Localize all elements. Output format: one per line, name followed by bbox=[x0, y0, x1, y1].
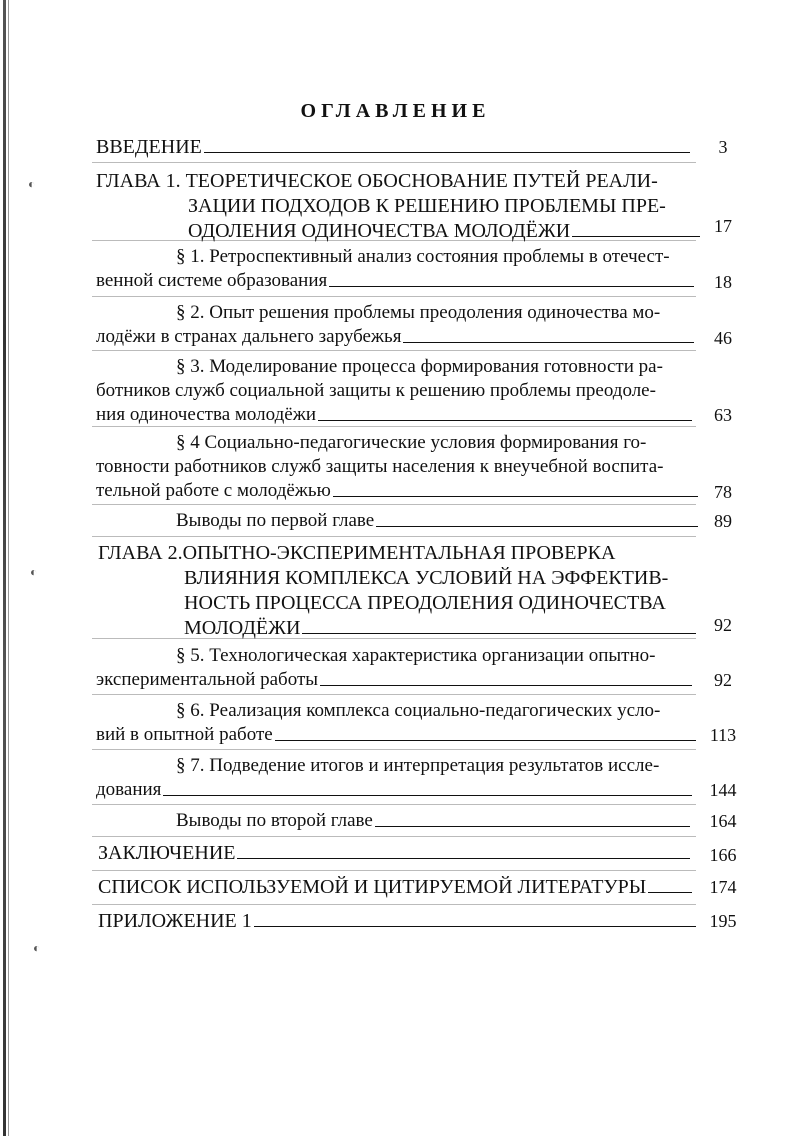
toc-entry-line bbox=[96, 669, 692, 691]
leader-line bbox=[376, 525, 698, 527]
toc-entry-text: ПРИЛОЖЕНИЕ 1 bbox=[98, 910, 252, 932]
leader-line bbox=[333, 495, 698, 497]
row-divider bbox=[92, 836, 696, 838]
toc-entry-line bbox=[176, 755, 659, 777]
toc-entry-text: § 6. Реализация комплекса социально-педагогических усло- bbox=[176, 700, 661, 721]
row-divider bbox=[92, 296, 696, 298]
toc-page-number: 92 bbox=[714, 615, 732, 635]
toc-entry-text: СПИСОК ИСПОЛЬЗУЕМОЙ И ЦИТИРУЕМОЙ ЛИТЕРАТУРЫ bbox=[98, 876, 647, 898]
toc-entry-text: § 7. Подведение итогов и интерпретация результатов иссле- bbox=[176, 755, 660, 776]
toc-entry-text: МОЛОДЁЖИ bbox=[184, 617, 301, 639]
toc-entry-line bbox=[176, 810, 690, 832]
toc-entry-line bbox=[96, 270, 694, 292]
toc-entry-line bbox=[98, 876, 692, 898]
leader-line bbox=[254, 925, 696, 927]
toc-entry-text: ВЛИЯНИЯ КОМПЛЕКСА УСЛОВИЙ НА ЭФФЕКТИВ- bbox=[184, 567, 669, 589]
toc-entry-line bbox=[188, 195, 666, 217]
toc-entry-line bbox=[96, 456, 663, 478]
leader-line bbox=[163, 794, 692, 796]
toc-entry-text: ЗАКЛЮЧЕНИЕ bbox=[98, 842, 236, 864]
toc-page-number: 78 bbox=[714, 482, 732, 502]
toc-entry-text: венной системе образования bbox=[96, 270, 328, 291]
toc-entry-line bbox=[176, 302, 660, 324]
toc-entry-line bbox=[98, 910, 696, 932]
scan-speck: ◐ bbox=[28, 177, 36, 191]
toc-heading: ОГЛАВЛЕНИЕ bbox=[300, 100, 491, 122]
toc-entry-line bbox=[184, 567, 668, 589]
toc-entry-text: ГЛАВА 1. ТЕОРЕТИЧЕСКОЕ ОБОСНОВАНИЕ ПУТЕЙ РЕАЛИ- bbox=[96, 170, 658, 192]
row-divider bbox=[92, 749, 696, 751]
toc-entry-text: ЗАЦИИ ПОДХОДОВ К РЕШЕНИЮ ПРОБЛЕМЫ ПРЕ- bbox=[188, 195, 666, 217]
toc-entry-text: Выводы по первой главе bbox=[176, 510, 375, 531]
toc-entry-text: ОДОЛЕНИЯ ОДИНОЧЕСТВА МОЛОДЁЖИ bbox=[188, 220, 571, 242]
toc-entry-text: товности работников служб защиты населения к внеучебной воспита- bbox=[96, 456, 664, 477]
leader-line bbox=[275, 739, 696, 741]
row-divider bbox=[92, 904, 696, 906]
toc-entry-line bbox=[98, 542, 615, 564]
toc-entry-line bbox=[176, 246, 670, 268]
toc-page-number: 18 bbox=[714, 272, 732, 292]
toc-entry-text: дования bbox=[96, 779, 162, 800]
row-divider bbox=[92, 162, 696, 164]
toc-entry-text: ВВЕДЕНИЕ bbox=[96, 136, 202, 158]
toc-entry-text: лодёжи в странах дальнего зарубежья bbox=[96, 326, 402, 347]
toc-entry-line bbox=[184, 617, 696, 639]
toc-entry-line bbox=[96, 170, 658, 192]
leader-line bbox=[204, 151, 690, 153]
toc-entry-text: § 2. Опыт решения проблемы преодоления одиночества мо- bbox=[176, 302, 661, 323]
scan-speck: ◐ bbox=[30, 565, 38, 579]
row-divider bbox=[92, 694, 696, 696]
toc-entry-line bbox=[96, 724, 696, 746]
toc-page-number: 89 bbox=[714, 511, 732, 531]
toc-page-number: 195 bbox=[709, 911, 737, 931]
toc-entry-line bbox=[96, 404, 692, 426]
toc-entry-line bbox=[98, 842, 690, 864]
toc-entry-line bbox=[176, 510, 698, 532]
toc-page-number: 92 bbox=[714, 670, 732, 690]
leader-line bbox=[237, 857, 690, 859]
toc-entry-text: ботников служб социальной защиты к решению проблемы преодоле- bbox=[96, 380, 656, 401]
toc-entry-line bbox=[96, 779, 692, 801]
leader-line bbox=[318, 419, 692, 421]
toc-entry-line bbox=[184, 592, 666, 614]
toc-entry-text: § 1. Ретроспективный анализ состояния проблемы в отечест- bbox=[176, 246, 670, 267]
toc-entry-text: § 5. Технологическая характеристика организации опытно- bbox=[176, 645, 656, 666]
toc-entry-text: ГЛАВА 2.ОПЫТНО-ЭКСПЕРИМЕНТАЛЬНАЯ ПРОВЕРКА bbox=[98, 542, 616, 564]
row-divider bbox=[92, 536, 696, 538]
toc-entry-text: тельной работе с молодёжью bbox=[96, 480, 331, 501]
toc-page-number: 164 bbox=[709, 811, 737, 831]
toc-entry-line bbox=[188, 220, 700, 242]
toc-entry-text: § 3. Моделирование процесса формирования готовности ра- bbox=[176, 356, 663, 377]
row-divider bbox=[92, 426, 696, 428]
toc-entry-text: НОСТЬ ПРОЦЕССА ПРЕОДОЛЕНИЯ ОДИНОЧЕСТВА bbox=[184, 592, 666, 614]
toc-page-number: 17 bbox=[714, 216, 732, 236]
toc-page-number: 46 bbox=[714, 328, 732, 348]
toc-page-number: 3 bbox=[718, 137, 728, 157]
scan-speck: ◐ bbox=[33, 941, 41, 955]
leader-line bbox=[320, 684, 692, 686]
toc-entry-line bbox=[176, 356, 663, 378]
toc-entry-text: ния одиночества молодёжи bbox=[96, 404, 316, 425]
leader-line bbox=[302, 632, 696, 634]
toc-page-number: 144 bbox=[709, 780, 737, 800]
toc-page-number: 63 bbox=[714, 405, 732, 425]
toc-entry-text: вий в опытной работе bbox=[96, 724, 273, 745]
row-divider bbox=[92, 504, 696, 506]
leader-line bbox=[572, 235, 700, 237]
leader-line bbox=[375, 825, 690, 827]
toc-entry-line bbox=[96, 480, 698, 502]
row-divider bbox=[92, 804, 696, 806]
toc-page-number: 166 bbox=[709, 845, 737, 865]
leader-line bbox=[648, 891, 692, 893]
toc-entry-line bbox=[96, 326, 694, 348]
toc-page-number: 174 bbox=[709, 877, 737, 897]
toc-entry-line bbox=[176, 645, 655, 667]
leader-line bbox=[403, 341, 694, 343]
toc-page-number: 113 bbox=[709, 725, 737, 745]
leader-line bbox=[329, 285, 694, 287]
toc-entry-text: § 4 Социально-педагогические условия формирования го- bbox=[176, 432, 647, 453]
toc-entry-text: Выводы по второй главе bbox=[176, 810, 373, 831]
row-divider bbox=[92, 870, 696, 872]
row-divider bbox=[92, 350, 696, 352]
toc-entry-text: экспериментальной работы bbox=[96, 669, 319, 690]
toc-entry-line bbox=[96, 380, 656, 402]
toc-entry-line bbox=[96, 136, 690, 158]
toc-entry-line bbox=[176, 432, 646, 454]
toc-entry-line bbox=[176, 700, 660, 722]
